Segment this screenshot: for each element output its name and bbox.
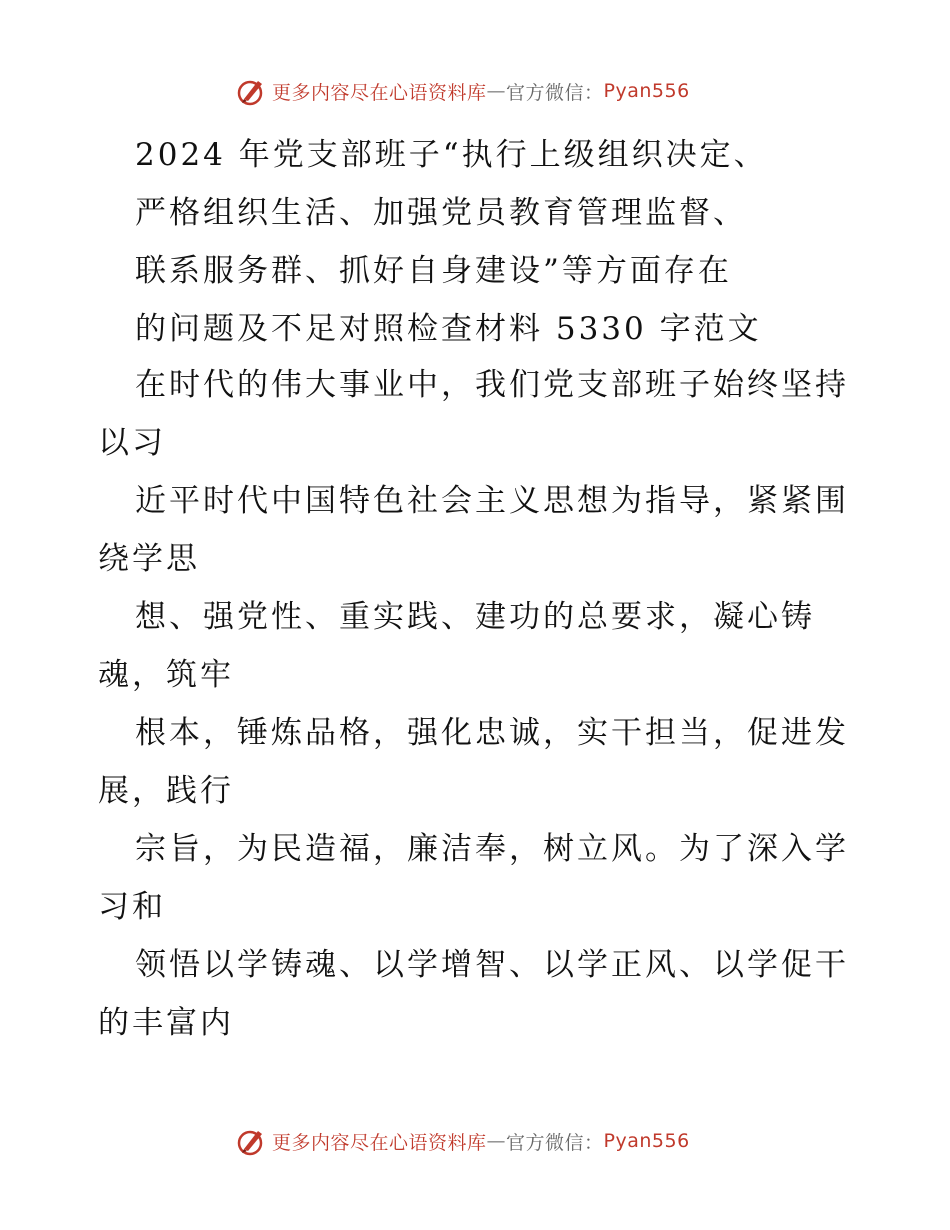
banner-separator: — <box>486 1130 507 1152</box>
banner-wechat-label: 官方微信： <box>506 1131 604 1154</box>
body-line: 展，践行 <box>98 773 234 809</box>
quill-pen-icon <box>236 75 268 107</box>
banner-site-text: 更多内容尽在心语资料库 <box>272 1131 487 1154</box>
body-line: 领悟以学铸魂、以学增智、以学正风、以学促干 <box>135 947 849 983</box>
body-line: 魂，筑牢 <box>98 657 234 693</box>
document-title <box>135 126 895 358</box>
title-line: 2024 年党支部班子“执行上级组织决定、 <box>135 137 768 173</box>
banner-wechat-label: 官方微信： <box>506 81 604 104</box>
body-line: 习和 <box>98 889 166 925</box>
banner-wechat-account: Pyan556 <box>603 80 690 102</box>
title-line: 严格组织生活、加强党员教育管理监督、 <box>135 195 747 231</box>
body-line: 想、强党性、重实践、建功的总要求，凝心铸 <box>135 599 815 635</box>
body-line: 近平时代中国特色社会主义思想为指导，紧紧围 <box>135 483 849 519</box>
header-watermark-banner <box>236 74 690 108</box>
title-line: 的问题及不足对照检查材料 5330 字范文 <box>135 311 762 347</box>
body-line: 绕学思 <box>98 541 200 577</box>
banner-wechat-account: Pyan556 <box>603 1130 690 1152</box>
body-line: 宗旨，为民造福，廉洁奉，树立风。为了深入学 <box>135 831 849 867</box>
body-line: 的丰富内 <box>98 1005 234 1041</box>
title-line: 联系服务群、抓好自身建设”等方面存在 <box>135 253 732 289</box>
banner-site-text: 更多内容尽在心语资料库 <box>272 81 487 104</box>
body-line: 以习 <box>98 425 166 461</box>
banner-separator: — <box>486 80 507 102</box>
body-line: 在时代的伟大事业中，我们党支部班子始终坚持 <box>135 367 849 403</box>
quill-pen-icon <box>236 1125 268 1157</box>
document-body <box>98 356 898 1052</box>
footer-watermark-banner <box>236 1124 690 1158</box>
body-line: 根本，锤炼品格，强化忠诚，实干担当，促进发 <box>135 715 849 751</box>
